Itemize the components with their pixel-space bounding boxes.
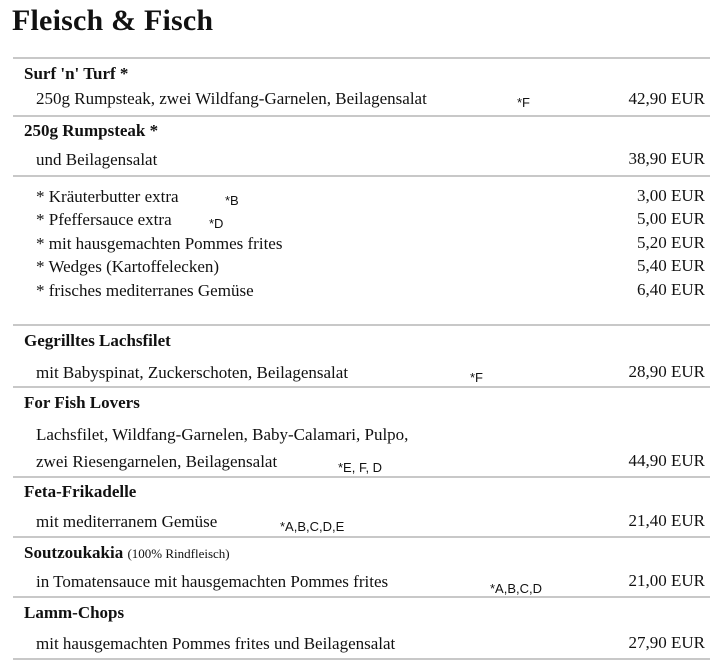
dish-price: 21,40 EUR [628,511,705,530]
dish-name: Lamm-Chops [24,603,125,622]
dish-title [24,543,230,564]
dish-price: 28,90 EUR [628,362,705,381]
extra-label: * Kräuterbutter extra [36,187,179,206]
divider [13,596,710,598]
dish-name: Soutzoukakia [24,543,124,562]
divider [13,386,710,388]
dish-price: 21,00 EUR [628,571,705,590]
allergen-code: *D [209,216,224,231]
dish-description: und Beilagensalat [36,150,158,169]
dish-price: 27,90 EUR [628,633,705,652]
dish-description: zwei Riesengarnelen, Beilagensalat [36,452,278,471]
allergen-code: *E, F, D [338,460,383,475]
allergen-code: *A,B,C,D [490,581,543,596]
divider [13,175,710,177]
extra-price: 5,40 EUR [637,256,705,275]
dish-price: 44,90 EUR [628,451,705,470]
divider [13,57,710,59]
divider [13,536,710,538]
extra-label: * mit hausgemachten Pommes frites [36,234,283,253]
divider [13,658,710,660]
dish-description: 250g Rumpsteak, zwei Wildfang-Garnelen, Beilagensalat [36,89,427,108]
dish-description: Lachsfilet, Wildfang-Garnelen, Baby-Calamari, Pulpo, [36,425,409,444]
dish-description: mit mediterranem Gemüse [36,512,218,531]
dish-description: mit Babyspinat, Zuckerschoten, Beilagensalat [36,363,349,382]
dish-name: Surf 'n' Turf * [24,64,129,83]
extra-label: * Pfeffersauce extra [36,210,172,229]
dish-description: in Tomatensauce mit hausgemachten Pommes frites [36,572,389,591]
divider [13,115,710,117]
extra-price: 5,20 EUR [637,233,705,252]
dish-description: mit hausgemachten Pommes frites und Beilagensalat [36,634,396,653]
dish-name: Feta-Frikadelle [24,482,137,501]
extra-label: * Wedges (Kartoffelecken) [36,257,220,276]
allergen-code: *F [470,370,483,385]
extra-price: 6,40 EUR [637,280,705,299]
extra-price: 3,00 EUR [637,186,705,205]
dish-price: 38,90 EUR [628,149,705,168]
extra-price: 5,00 EUR [637,209,705,228]
dish-note: (100% Rindfleisch) [127,546,230,561]
page-title: Fleisch & Fisch [12,4,214,37]
dish-name: For Fish Lovers [24,393,140,412]
dish-name: 250g Rumpsteak * [24,121,159,140]
divider [13,476,710,478]
allergen-code: *B [225,193,239,208]
dish-price: 42,90 EUR [628,89,705,108]
allergen-code: *F [517,95,530,110]
divider [13,324,710,326]
extra-label: * frisches mediterranes Gemüse [36,281,254,300]
dish-name: Gegrilltes Lachsfilet [24,331,171,350]
allergen-code: *A,B,C,D,E [280,519,345,534]
